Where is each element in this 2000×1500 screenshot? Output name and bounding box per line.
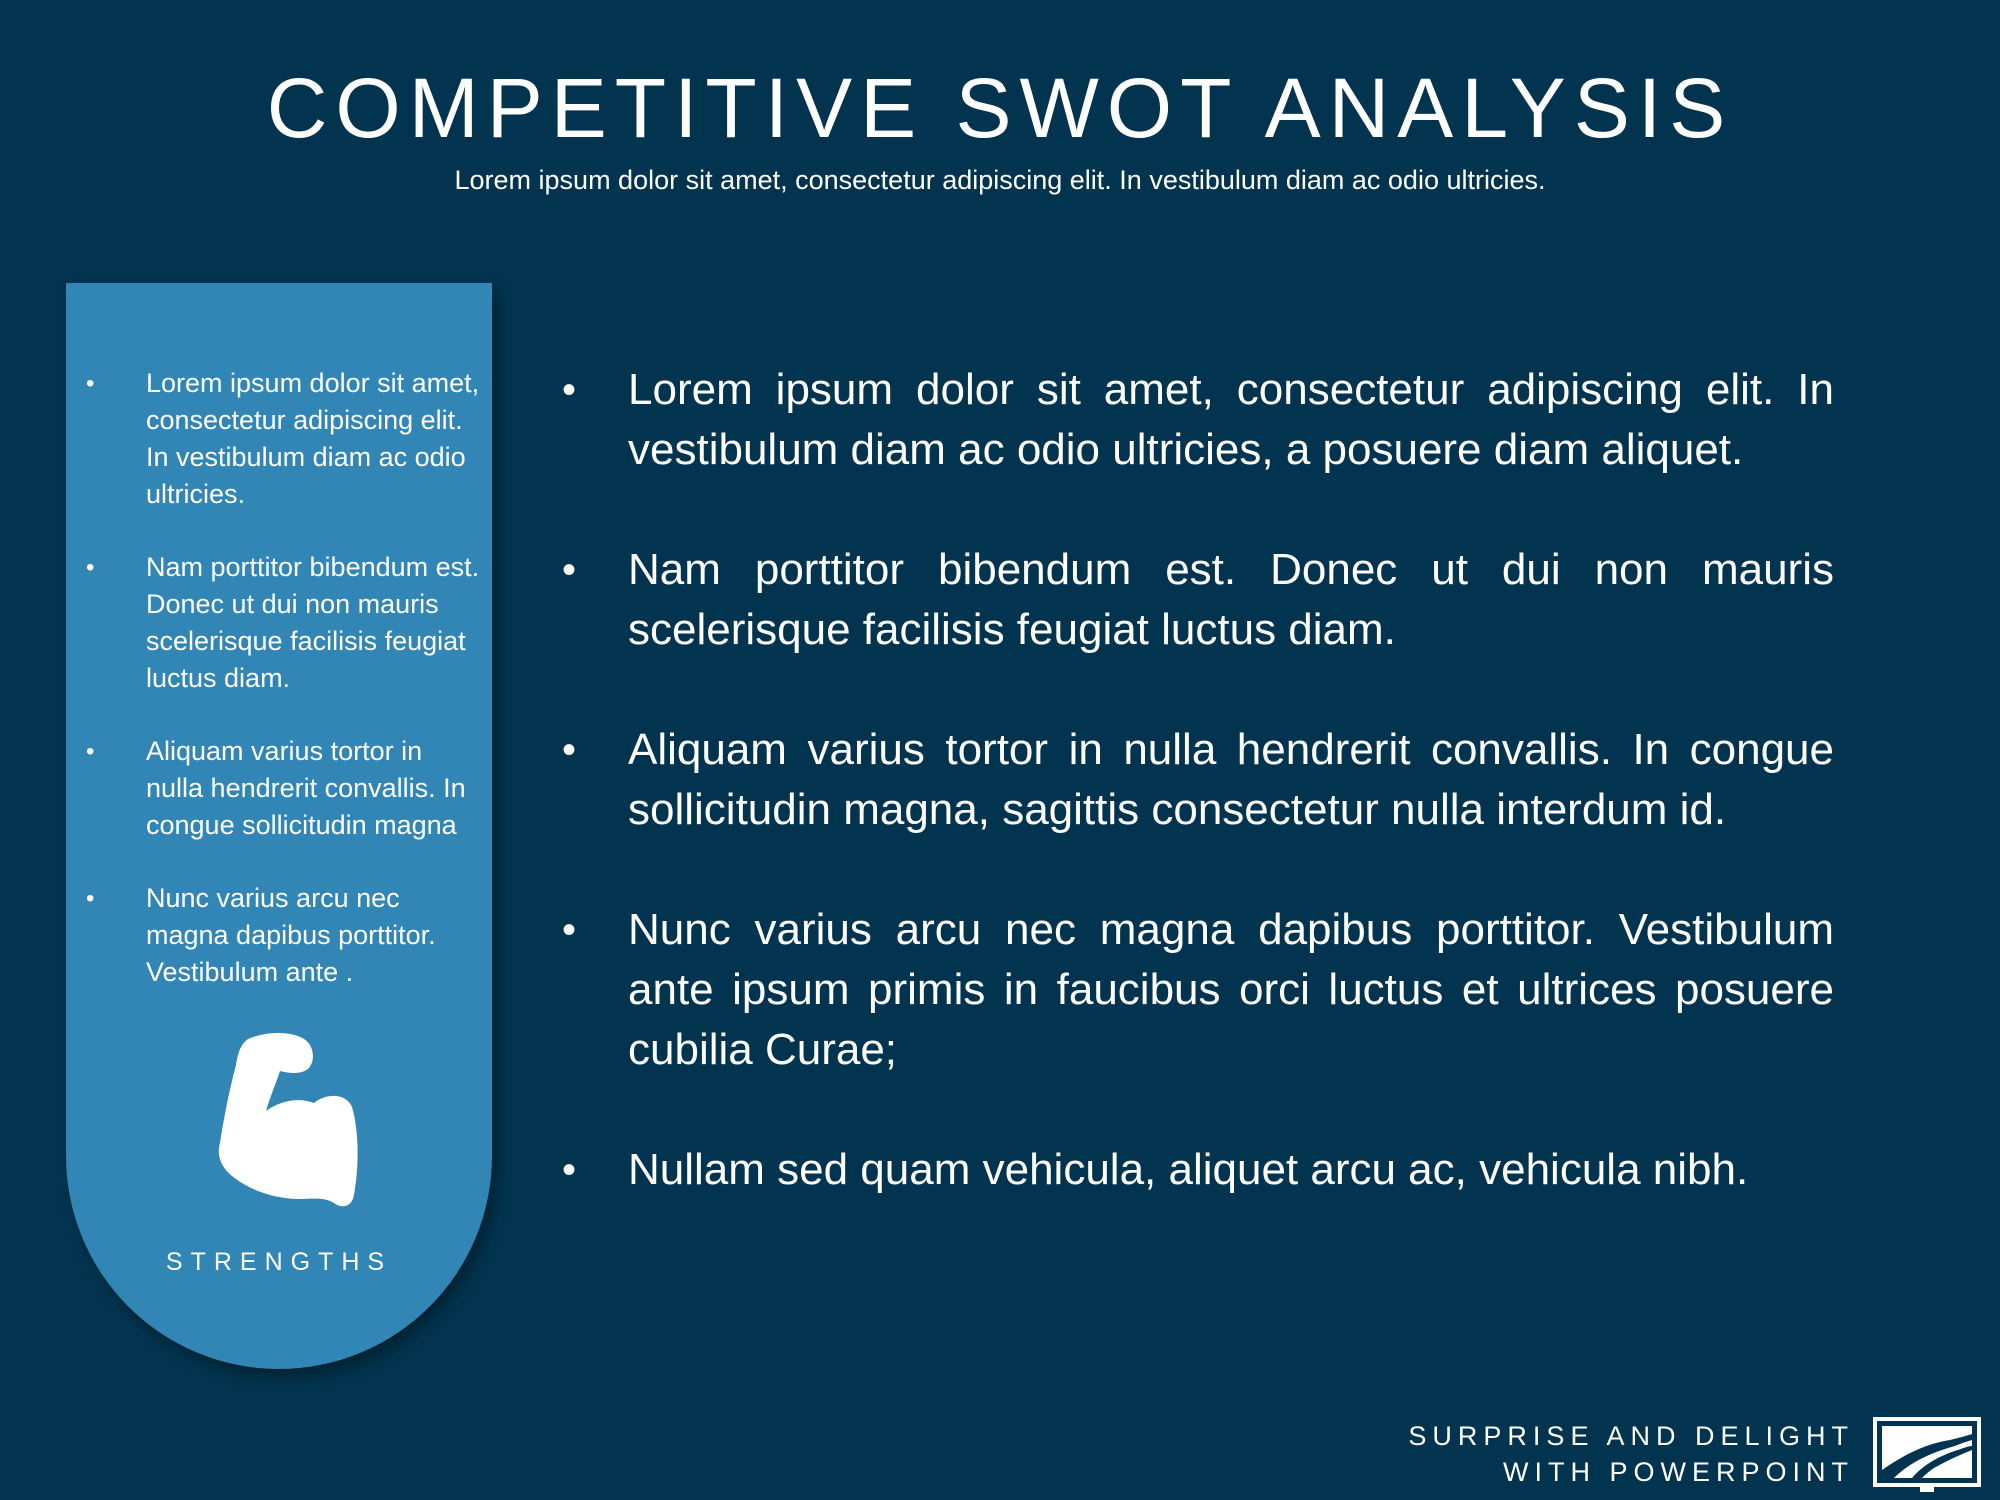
main-bullet: • Nunc varius arcu nec magna dapibus porttitor. Vestibulum ante ipsum primis in faucibus orci luctus et ultrices posuere cubilia Curae; [562, 900, 1834, 1080]
main-bullet: • Aliquam varius tortor in nulla hendrerit convallis. In congue sollicitudin magna, sagittis consectetur nulla interdum id. [562, 720, 1834, 840]
footer-line-1: SURPRISE AND DELIGHT [1408, 1421, 1854, 1451]
slide-title: COMPETITIVE SWOT ANALYSIS [266, 61, 1734, 155]
main-bullet: • Lorem ipsum dolor sit amet, consectetur adipiscing elit. In vestibulum diam ac odio ultricies, a posuere diam aliquet. [562, 360, 1834, 480]
footer-tagline [1408, 1418, 1854, 1490]
main-bullet: • Nam porttitor bibendum est. Donec ut dui non mauris scelerisque facilisis feugiat luctus diam. [562, 540, 1834, 660]
card-bullet: • Nunc varius arcu nec magna dapibus porttitor. Vestibulum ante . [86, 880, 486, 991]
card-bullet: • Nam porttitor bibendum est. Donec ut dui non mauris scelerisque facilisis feugiat luctus diam. [86, 549, 486, 697]
card-bullet: • Lorem ipsum dolor sit amet, consectetur adipiscing elit. In vestibulum diam ac odio ultricies. [86, 365, 486, 513]
strengths-label: STRENGTHS [165, 1248, 393, 1276]
road-monitor-logo-icon [1872, 1416, 1982, 1496]
slide-subtitle: Lorem ipsum dolor sit amet, consectetur adipiscing elit. In vestibulum diam ac odio ultricies. [454, 165, 1546, 195]
card-bullet-list [86, 365, 486, 1027]
footer-line-2: WITH POWERPOINT [1503, 1457, 1854, 1487]
main-bullet-list [562, 360, 1834, 1260]
strengths-card [66, 283, 492, 1369]
card-bullet: • Aliquam varius tortor in nulla hendrerit convallis. In congue sollicitudin magna [86, 733, 486, 844]
main-bullet: • Nullam sed quam vehicula, aliquet arcu ac, vehicula nibh. [562, 1140, 1834, 1200]
flexed-arm-icon [196, 1031, 366, 1211]
